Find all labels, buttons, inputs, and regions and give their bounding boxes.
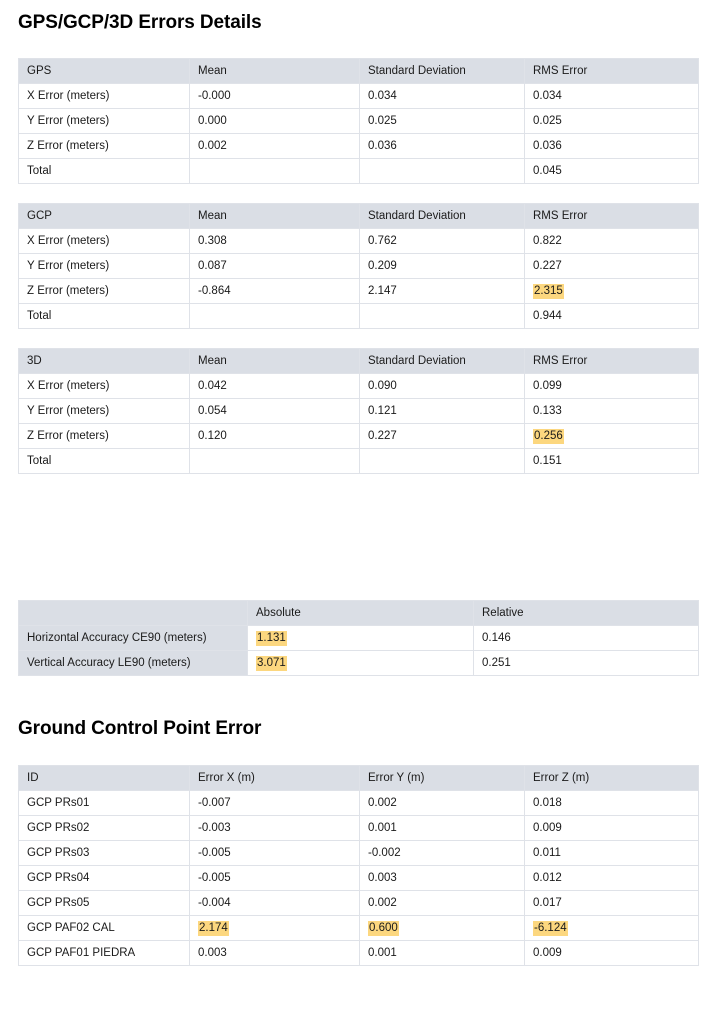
ground-control-point-error-table: [18, 765, 699, 966]
three-d-errors-table: [18, 348, 699, 474]
cell-rms: 0.944: [525, 304, 699, 329]
cell-relative: 0.146: [474, 626, 699, 651]
cell-error-x: -0.007: [190, 791, 360, 816]
cell-mean: 0.087: [190, 254, 360, 279]
cell-std: [360, 449, 525, 474]
column-header-rms: RMS Error: [525, 59, 699, 84]
table-row: [19, 399, 699, 424]
cell-error-z: 0.017: [525, 891, 699, 916]
cell-rms: [525, 279, 699, 304]
column-header-std: Standard Deviation: [360, 349, 525, 374]
table-row: [19, 254, 699, 279]
cell-error-y: [360, 916, 525, 941]
table-row: [19, 449, 699, 474]
row-label: Total: [19, 159, 190, 184]
cell-std: [360, 159, 525, 184]
cell-std: 2.147: [360, 279, 525, 304]
table-row: [19, 651, 699, 676]
cell-relative: 0.251: [474, 651, 699, 676]
cell-rms: 0.099: [525, 374, 699, 399]
highlighted-value: 0.600: [369, 921, 398, 934]
cell-id: GCP PRs03: [19, 841, 190, 866]
cell-mean: 0.308: [190, 229, 360, 254]
cell-std: 0.762: [360, 229, 525, 254]
table-row: [19, 866, 699, 891]
cell-error-x: [190, 916, 360, 941]
row-label: X Error (meters): [19, 374, 190, 399]
column-header-std: Standard Deviation: [360, 204, 525, 229]
cell-id: GCP PRs02: [19, 816, 190, 841]
highlighted-value: 2.315: [534, 284, 563, 297]
cell-error-x: -0.005: [190, 866, 360, 891]
cell-absolute: [248, 626, 474, 651]
highlighted-value: 3.071: [257, 656, 286, 669]
cell-error-z: 0.009: [525, 941, 699, 966]
table-row: [19, 279, 699, 304]
cell-rms: 0.133: [525, 399, 699, 424]
cell-rms: 0.025: [525, 109, 699, 134]
cell-error-z: 0.009: [525, 816, 699, 841]
table-row: [19, 916, 699, 941]
column-header-id: ID: [19, 766, 190, 791]
highlighted-value: 1.131: [257, 631, 286, 644]
table-row: [19, 229, 699, 254]
highlighted-value: 2.174: [199, 921, 228, 934]
cell-rms: 0.151: [525, 449, 699, 474]
row-label: Z Error (meters): [19, 279, 190, 304]
row-label: X Error (meters): [19, 229, 190, 254]
table-row: [19, 816, 699, 841]
table-row: [19, 304, 699, 329]
table-row: [19, 134, 699, 159]
cell-error-z: 0.018: [525, 791, 699, 816]
gps-errors-table: [18, 58, 699, 184]
cell-mean: -0.000: [190, 84, 360, 109]
row-label: Z Error (meters): [19, 424, 190, 449]
page-title-errors: GPS/GCP/3D Errors Details: [18, 12, 262, 33]
column-header-std: Standard Deviation: [360, 59, 525, 84]
column-header-3d: 3D: [19, 349, 190, 374]
cell-rms: 0.822: [525, 229, 699, 254]
cell-error-x: -0.003: [190, 816, 360, 841]
table-header-row: [19, 349, 699, 374]
cell-error-y: 0.003: [360, 866, 525, 891]
cell-mean: [190, 304, 360, 329]
table-row: [19, 891, 699, 916]
cell-mean: 0.000: [190, 109, 360, 134]
cell-error-x: 0.003: [190, 941, 360, 966]
cell-error-y: 0.001: [360, 816, 525, 841]
cell-std: 0.121: [360, 399, 525, 424]
cell-mean: 0.120: [190, 424, 360, 449]
row-label: Y Error (meters): [19, 254, 190, 279]
cell-std: 0.227: [360, 424, 525, 449]
cell-mean: 0.054: [190, 399, 360, 424]
table-row: [19, 424, 699, 449]
row-label: X Error (meters): [19, 84, 190, 109]
cell-error-x: -0.005: [190, 841, 360, 866]
highlighted-value: -6.124: [534, 921, 567, 934]
table-row: [19, 626, 699, 651]
column-header-error-y: Error Y (m): [360, 766, 525, 791]
table-row: [19, 374, 699, 399]
cell-absolute: [248, 651, 474, 676]
highlighted-value: 0.256: [534, 429, 563, 442]
row-label: Total: [19, 304, 190, 329]
column-header-gcp: GCP: [19, 204, 190, 229]
row-label-horizontal-accuracy: Horizontal Accuracy CE90 (meters): [19, 626, 248, 651]
table-header-row: [19, 766, 699, 791]
cell-id: GCP PAF01 PIEDRA: [19, 941, 190, 966]
cell-mean: 0.042: [190, 374, 360, 399]
table-header-row: [19, 59, 699, 84]
cell-error-y: 0.002: [360, 891, 525, 916]
row-label: Y Error (meters): [19, 399, 190, 424]
cell-std: 0.025: [360, 109, 525, 134]
cell-error-z: 0.012: [525, 866, 699, 891]
cell-error-y: 0.001: [360, 941, 525, 966]
table-row: [19, 109, 699, 134]
cell-id: GCP PRs01: [19, 791, 190, 816]
cell-rms: [525, 424, 699, 449]
gcp-errors-table: [18, 203, 699, 329]
cell-error-x: -0.004: [190, 891, 360, 916]
page-title-gcp-error: Ground Control Point Error: [18, 718, 262, 739]
table-header-row: [19, 601, 699, 626]
table-row: [19, 791, 699, 816]
column-header-rms: RMS Error: [525, 204, 699, 229]
cell-std: 0.036: [360, 134, 525, 159]
cell-rms: 0.036: [525, 134, 699, 159]
cell-rms: 0.034: [525, 84, 699, 109]
cell-mean: 0.002: [190, 134, 360, 159]
cell-id: GCP PRs05: [19, 891, 190, 916]
cell-id: GCP PRs04: [19, 866, 190, 891]
table-row: [19, 941, 699, 966]
table-row: [19, 159, 699, 184]
cell-error-y: -0.002: [360, 841, 525, 866]
cell-mean: [190, 159, 360, 184]
table-row: [19, 841, 699, 866]
cell-std: 0.209: [360, 254, 525, 279]
column-header-mean: Mean: [190, 349, 360, 374]
column-header-blank: [19, 601, 248, 626]
column-header-gps: GPS: [19, 59, 190, 84]
cell-error-y: 0.002: [360, 791, 525, 816]
row-label: Z Error (meters): [19, 134, 190, 159]
column-header-mean: Mean: [190, 204, 360, 229]
column-header-absolute: Absolute: [248, 601, 474, 626]
cell-std: 0.090: [360, 374, 525, 399]
table-row: [19, 84, 699, 109]
column-header-relative: Relative: [474, 601, 699, 626]
cell-error-z: [525, 916, 699, 941]
column-header-error-z: Error Z (m): [525, 766, 699, 791]
row-label-vertical-accuracy: Vertical Accuracy LE90 (meters): [19, 651, 248, 676]
column-header-mean: Mean: [190, 59, 360, 84]
accuracy-table: [18, 600, 699, 676]
cell-error-z: 0.011: [525, 841, 699, 866]
cell-id: GCP PAF02 CAL: [19, 916, 190, 941]
cell-rms: 0.045: [525, 159, 699, 184]
column-header-error-x: Error X (m): [190, 766, 360, 791]
column-header-rms: RMS Error: [525, 349, 699, 374]
cell-mean: [190, 449, 360, 474]
table-header-row: [19, 204, 699, 229]
cell-std: 0.034: [360, 84, 525, 109]
row-label: Total: [19, 449, 190, 474]
cell-std: [360, 304, 525, 329]
cell-rms: 0.227: [525, 254, 699, 279]
row-label: Y Error (meters): [19, 109, 190, 134]
cell-mean: -0.864: [190, 279, 360, 304]
